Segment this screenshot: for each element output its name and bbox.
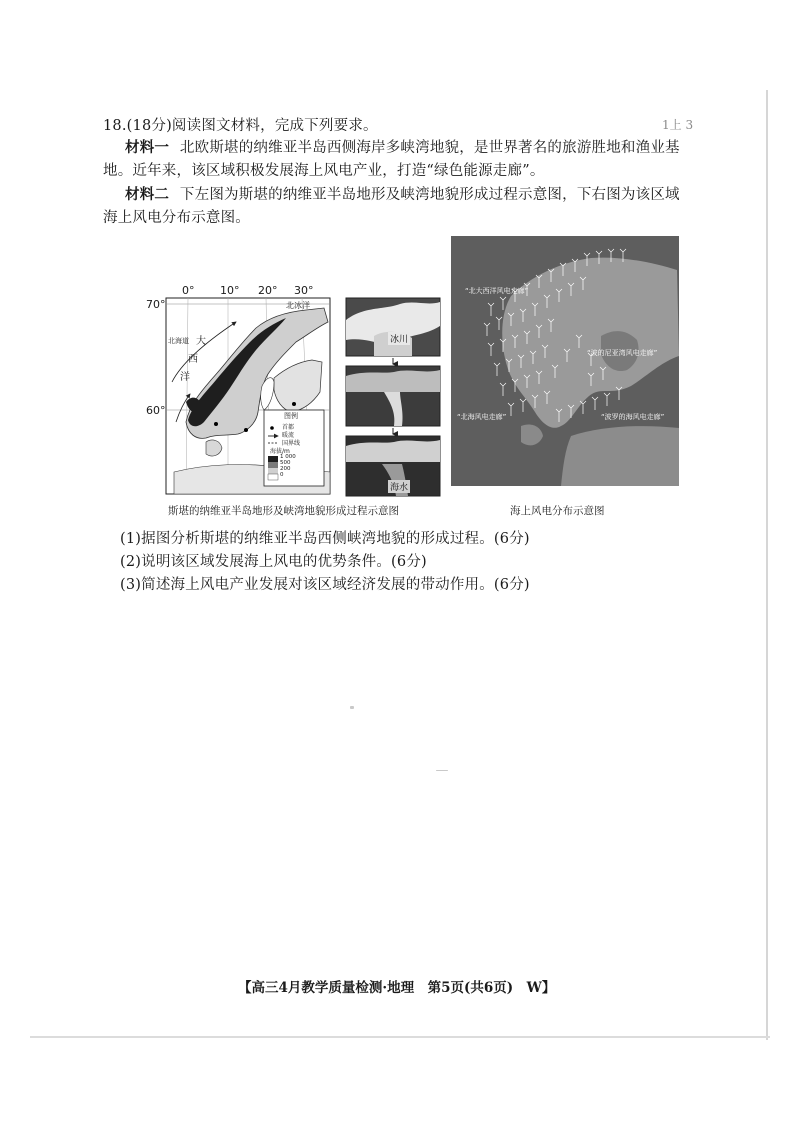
sub-question-2: (2)说明该区域发展海上风电的优势条件。(6分) — [120, 554, 427, 570]
ocean-label: 洋 — [180, 372, 190, 383]
material-1-line-1 — [125, 138, 680, 158]
page-edge — [30, 1036, 770, 1038]
sub-question-1: (1)据图分析斯堪的纳维亚半岛西侧峡湾地貌的形成过程。(6分) — [120, 531, 530, 547]
right-figure-caption: 海上风电分布示意图 — [510, 505, 605, 517]
corner-mark: 1上 3 — [662, 118, 694, 132]
lon-label: 10° — [220, 284, 240, 297]
glacier-label: 冰川 — [388, 332, 410, 345]
elevation-value: 0 — [280, 472, 284, 478]
elevation-value: 200 — [280, 466, 291, 472]
page-footer: 【高三4月教学质量检测·地理 第5页(共6页) W】 — [238, 980, 556, 996]
ocean-label: 北冰洋 — [286, 301, 310, 310]
material-1-line-2: 地。近年来，该区域积极发展海上风电产业，打造“绿色能源走廊”。 — [103, 163, 545, 179]
ocean-label: 大 — [196, 336, 206, 347]
elevation-value: 500 — [280, 460, 291, 466]
ocean-label: 北海道 — [168, 337, 189, 345]
ocean-label: 西 — [188, 354, 198, 365]
corridor-label: “波罗的海风电走廊” — [601, 413, 665, 421]
left-figure-caption: 斯堪的纳维亚半岛地形及峡湾地貌形成过程示意图 — [168, 505, 399, 517]
fjord-formation-diagram — [344, 296, 442, 498]
corridor-label: “北大西洋风电走廊” — [465, 287, 529, 295]
scan-speck — [350, 706, 354, 709]
legend-title: 图例 — [284, 412, 298, 420]
material-2-line-2: 海上风电分布示意图。 — [103, 210, 250, 226]
scan-speck — [436, 770, 448, 771]
question-header: 18.(18分)阅读图文材料，完成下列要求。 — [103, 118, 378, 134]
material-1-text: 北欧斯堪的纳维亚半岛西侧海岸多峡湾地貌，是世界著名的旅游胜地和渔业基 — [179, 140, 680, 156]
lat-label: 60° — [146, 404, 166, 417]
material-2-label: 材料二 — [125, 186, 170, 203]
lon-label: 20° — [258, 284, 278, 297]
lon-label: 0° — [182, 284, 195, 297]
elevation-title: 海拔/m — [270, 448, 290, 455]
legend-item: 首都 — [282, 424, 295, 431]
offshore-wind-map — [451, 236, 679, 486]
elevation-value: 1 000 — [280, 454, 296, 460]
page-edge — [766, 90, 768, 1040]
corridor-label: “北海风电走廊” — [457, 413, 507, 421]
lon-label: 30° — [294, 284, 314, 297]
sub-question-3: (3)简述海上风电产业发展对该区域经济发展的带动作用。(6分) — [120, 577, 530, 593]
scandinavia-terrain-map — [146, 282, 340, 498]
legend-item: 暖流 — [282, 432, 295, 439]
legend-item: 国界线 — [282, 440, 301, 447]
corridor-label: “波的尼亚湾风电走廊” — [587, 349, 658, 357]
seawater-label: 海水 — [388, 480, 410, 493]
material-2-text: 下左图为斯堪的纳维亚半岛地形及峡湾地貌形成过程示意图，下右图为该区域 — [179, 187, 680, 203]
material-2-line-1 — [125, 185, 680, 205]
material-1-label: 材料一 — [125, 139, 170, 156]
lat-label: 70° — [146, 298, 166, 311]
